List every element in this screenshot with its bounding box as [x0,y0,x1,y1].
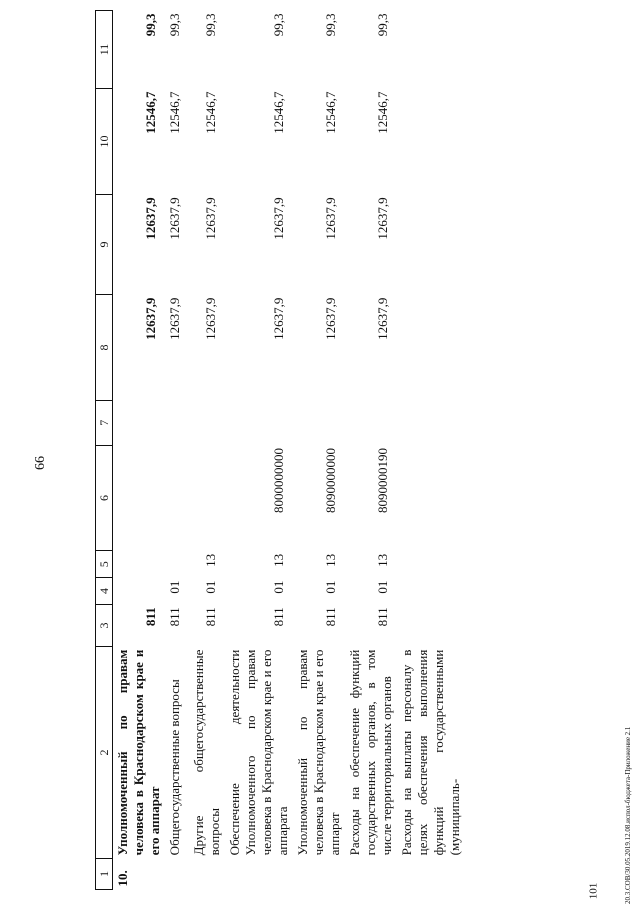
table-row [293,11,345,890]
cell-col1 [293,858,345,889]
cell-col5: 13 [323,553,338,567]
cell-col3 [397,604,465,646]
cell-col1: 10. [115,870,130,887]
cell-col11: 99,3 [375,13,390,37]
header-cell: 4 [96,578,113,605]
cell-col8: 12637,9 [323,297,338,340]
cell-col8: 12637,9 [271,297,286,340]
cell-col5 [397,551,465,578]
cell-col3: 811 [203,607,218,627]
cell-col6 [189,445,225,551]
budget-table [95,10,465,890]
cell-col10: 12546,7 [375,91,390,134]
cell-col11: 99,3 [271,13,286,37]
cell-col10: 12546,7 [167,91,182,134]
header-cell: 1 [96,858,113,889]
cell-col3: 811 [167,607,182,627]
cell-col5 [165,551,189,578]
cell-col7 [293,400,345,445]
cell-col1 [165,858,189,889]
cell-col10: 12546,7 [143,91,158,134]
cell-col7 [189,400,225,445]
cell-col10: 12546,7 [203,91,218,134]
cell-col3: 811 [271,607,286,627]
table-header-row [96,11,113,890]
cell-col9: 12637,9 [323,197,338,240]
budget-table-sheet [95,10,545,890]
cell-col6 [113,445,166,551]
cell-col4: 01 [167,580,182,594]
cell-col11 [397,11,465,89]
cell-col6: 8000000000 [271,448,286,514]
cell-col8: 12637,9 [167,297,182,340]
cell-col2: Расходы на обеспечение функций государственных органов, в том числе территориальных органов [347,649,394,856]
table-row [225,11,293,890]
cell-col11: 99,3 [143,13,158,37]
cell-col1 [225,858,293,889]
cell-col1 [189,858,225,889]
cell-col6: 8090000000 [323,448,338,514]
header-cell: 10 [96,89,113,195]
cell-col5: 13 [375,553,390,567]
table-row [397,11,465,890]
table-body [113,11,466,890]
cell-col8: 12637,9 [143,297,158,340]
cell-col5: 13 [203,553,218,567]
header-cell: 9 [96,194,113,294]
header-cell: 7 [96,400,113,445]
cell-col1 [345,858,397,889]
cell-col11: 99,3 [323,13,338,37]
cell-col9: 12637,9 [143,197,158,240]
header-cell: 11 [96,11,113,89]
footer-filename: 20.3.СОВ/30.05.2019.12.08.испол-бюджета-Приложение 2.1 [624,726,632,904]
cell-col6 [397,445,465,551]
cell-col9: 12637,9 [167,197,182,240]
header-cell: 3 [96,604,113,646]
table-row [189,11,225,890]
cell-col7 [113,400,166,445]
cell-col4: 01 [271,580,286,594]
header-cell: 6 [96,445,113,551]
cell-col8: 12637,9 [375,297,390,340]
cell-col7 [225,400,293,445]
cell-col2: Другие общегосударственные вопросы [191,649,222,856]
page-number: 66 [33,456,48,470]
cell-col7 [397,400,465,445]
cell-col2: Уполномоченный по правам человека в Краснодарском крае и его аппарат [295,649,342,856]
cell-col7 [345,400,397,445]
cell-col6 [165,445,189,551]
cell-col10: 12546,7 [323,91,338,134]
cell-col4: 01 [323,580,338,594]
cell-col2: Расходы на выплаты персоналу в целях обеспечения выполнения функций государственными (муниципаль- [399,649,462,856]
cell-col2: Уполномоченный по правам человека в Краснодарском крае и его аппарат [115,649,162,856]
header-cell: 2 [96,647,113,859]
cell-col1 [397,858,465,889]
table-row [165,11,189,890]
cell-col8 [397,295,465,401]
cell-col2: Обеспечение деятельности Уполномоченного по правам человека в Краснодарском крае и его аппарата [227,649,290,856]
cell-col7 [165,400,189,445]
cell-col9 [397,194,465,294]
cell-col6: 8090000190 [375,448,390,514]
cell-col4 [113,578,166,605]
cell-col4: 01 [375,580,390,594]
cell-col5 [113,551,166,578]
cell-col4: 01 [203,580,218,594]
header-cell: 5 [96,551,113,578]
cell-col10: 12546,7 [271,91,286,134]
header-cell: 8 [96,295,113,401]
cell-col11: 99,3 [167,13,182,37]
cell-col2: Общегосударственные вопросы [167,679,182,856]
corner-number: 101 [587,882,600,900]
cell-col9: 12637,9 [375,197,390,240]
cell-col8: 12637,9 [203,297,218,340]
cell-col3: 811 [323,607,338,627]
table-row [345,11,397,890]
table-row [113,11,166,890]
cell-col11: 99,3 [203,13,218,37]
cell-col9: 12637,9 [271,197,286,240]
cell-col3: 811 [143,607,158,627]
cell-col3: 811 [375,607,390,627]
cell-col9: 12637,9 [203,197,218,240]
cell-col10 [397,89,465,195]
cell-col5: 13 [271,553,286,567]
cell-col4 [397,578,465,605]
